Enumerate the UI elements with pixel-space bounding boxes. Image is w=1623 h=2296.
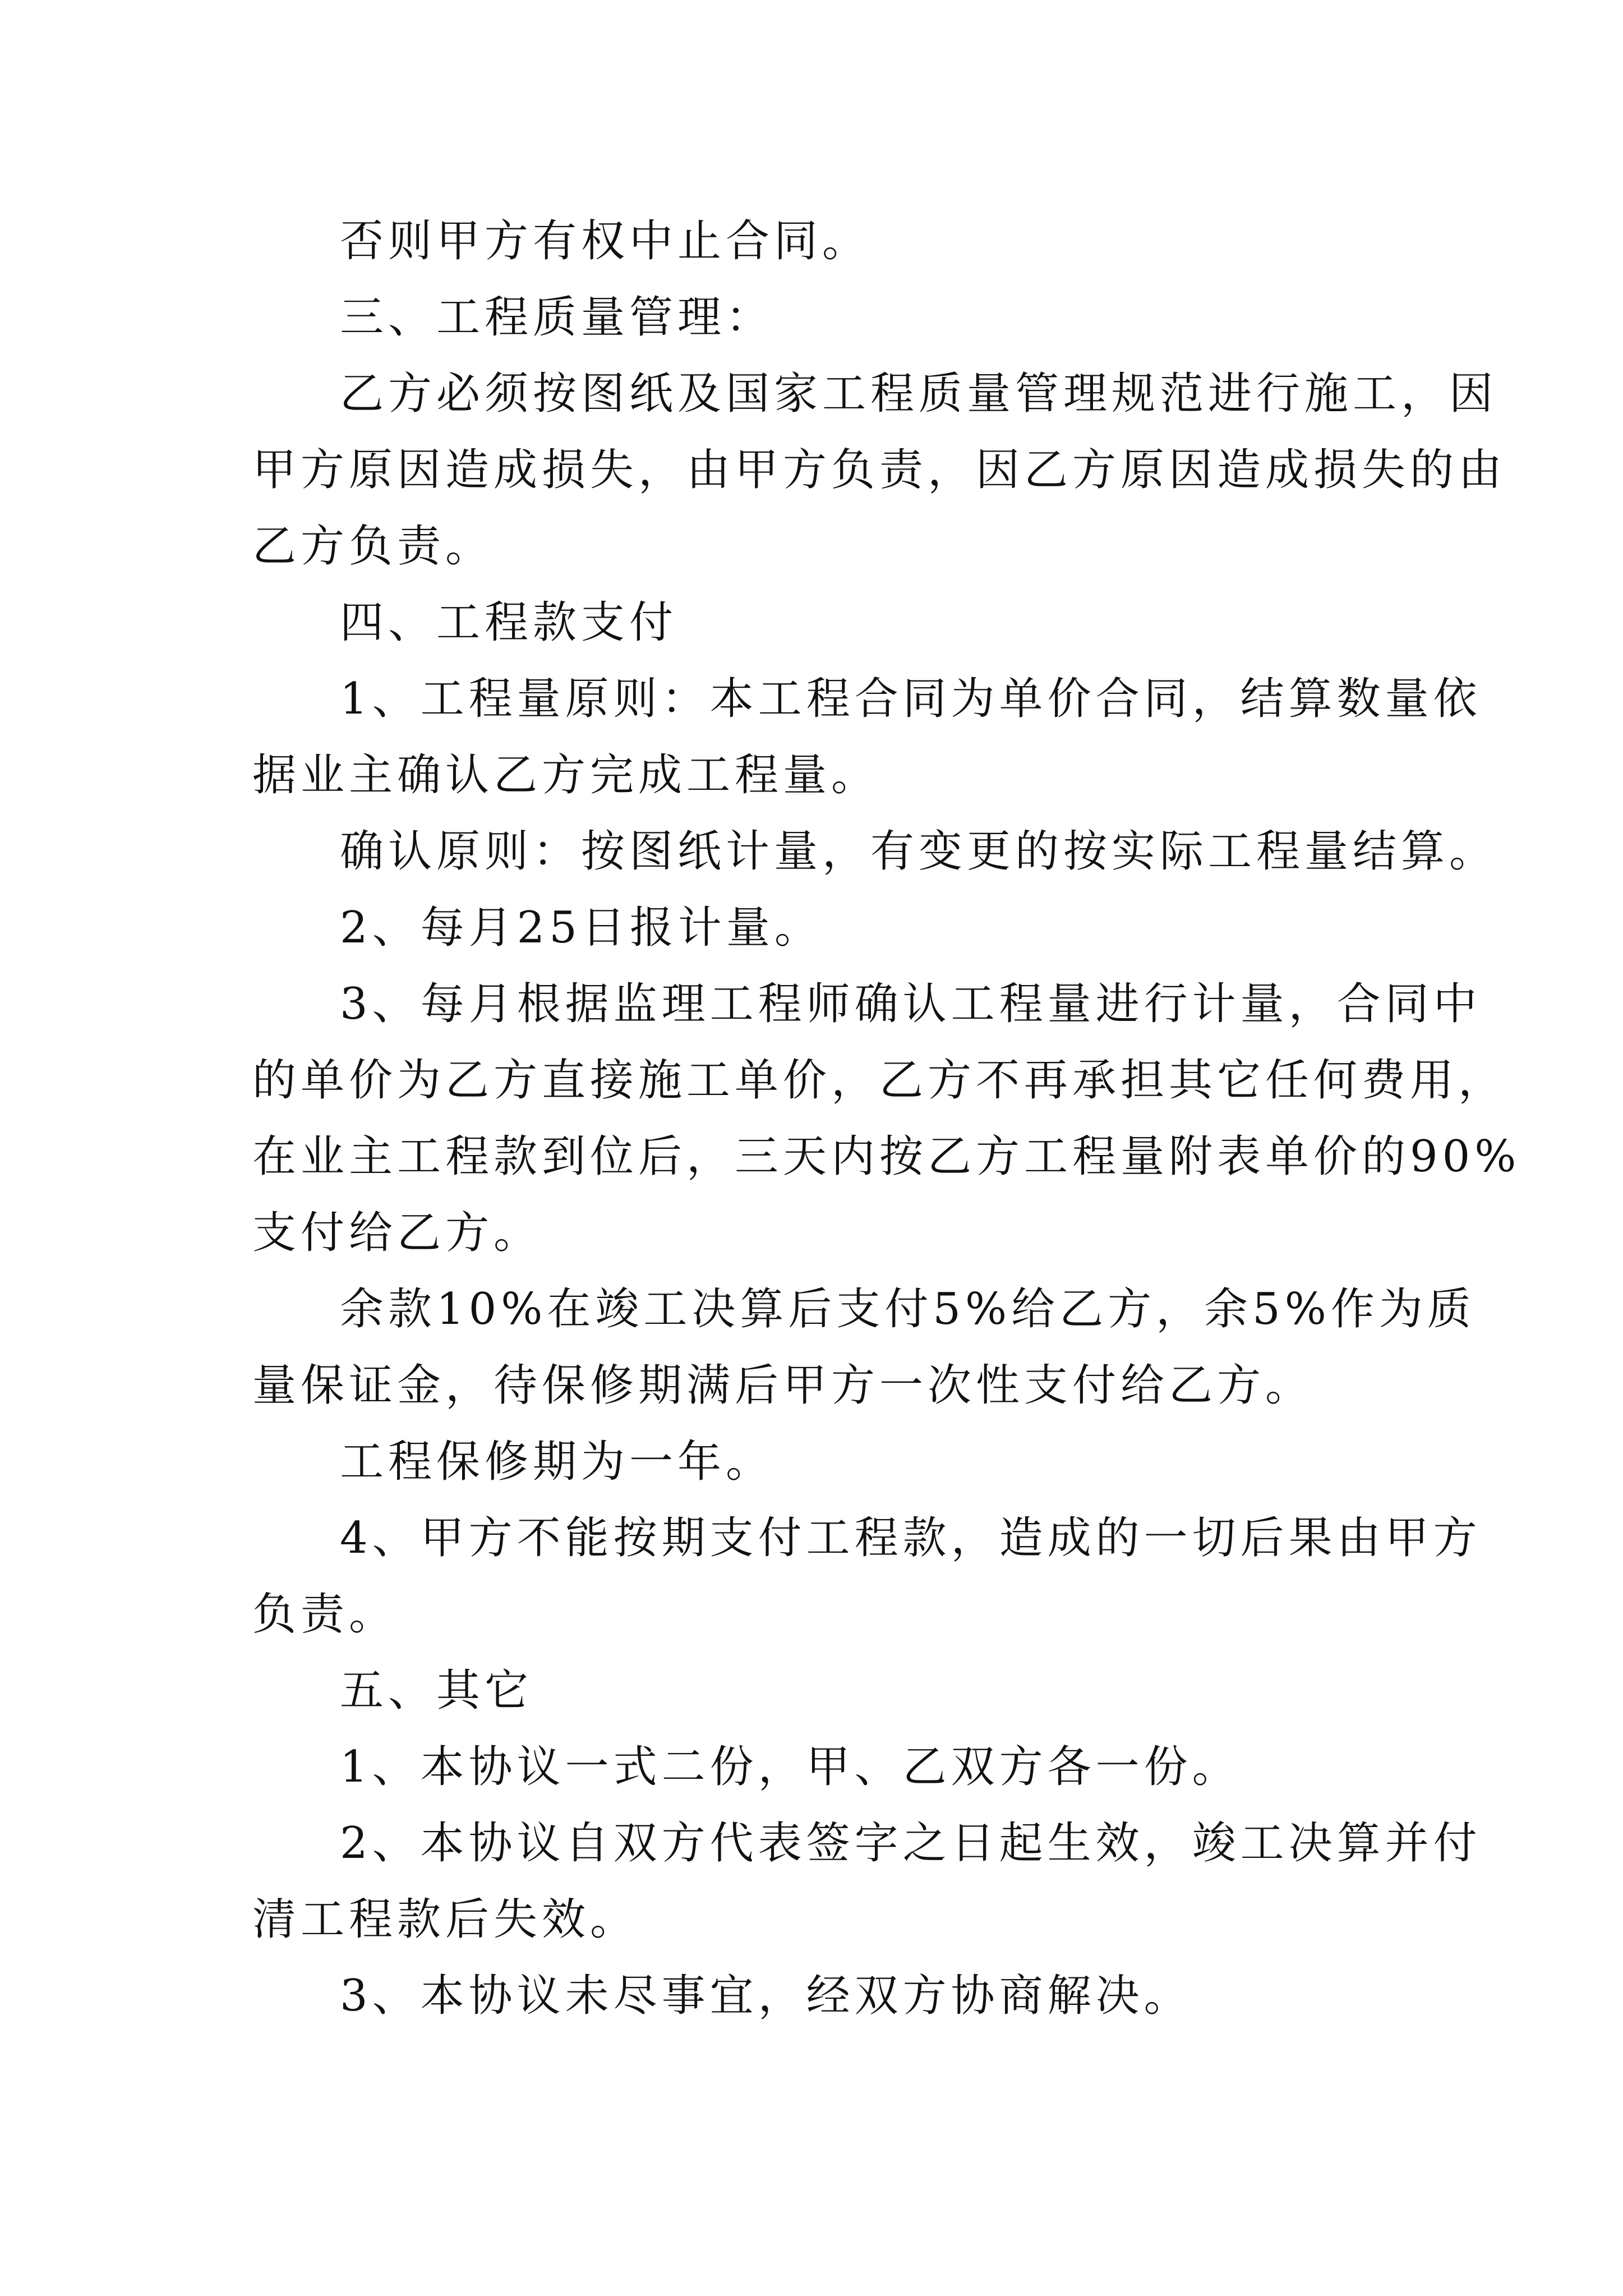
- text-line-payment-2: 2、每月25日报计量。: [340, 903, 823, 953]
- text-line-other-1: 1、本协议一式二份，甲、乙双方各一份。: [340, 1742, 1241, 1792]
- section-heading-other: 五、其它: [340, 1665, 533, 1716]
- text-line-balance-b: 量保证金，待保修期满后甲方一次性支付给乙方。: [252, 1360, 1314, 1411]
- text-line-payment-4b: 负责。: [252, 1589, 398, 1640]
- text-line-payment-1b: 据业主确认乙方完成工程量。: [252, 750, 880, 800]
- text-line-payment-3d: 支付给乙方。: [252, 1208, 542, 1258]
- text-line-balance-a: 余款10%在竣工决算后支付5%给乙方，余5%作为质: [340, 1284, 1476, 1335]
- text-line-other-3: 3、本协议未尽事宜，经双方协商解决。: [340, 1971, 1192, 2021]
- text-line-warranty-period: 工程保修期为一年。: [340, 1437, 774, 1487]
- text-line-payment-3a: 3、每月根据监理工程师确认工程量进行计量，合同中: [340, 979, 1482, 1029]
- text-line-payment-1a: 1、工程量原则：本工程合同为单价合同，结算数量依: [340, 674, 1482, 724]
- text-line-payment-4a: 4、甲方不能按期支付工程款，造成的一切后果由甲方: [340, 1513, 1482, 1563]
- text-line-other-2b: 清工程款后失效。: [252, 1894, 639, 1945]
- text-line-quality-2: 甲方原因造成损失，由甲方负责，因乙方原因造成损失的由: [252, 445, 1507, 495]
- text-line-other-2a: 2、本协议自双方代表签字之日起生效，竣工决算并付: [340, 1818, 1482, 1869]
- document-body: [252, 203, 1521, 2034]
- section-heading-quality: 三、工程质量管理：: [340, 292, 774, 343]
- section-heading-payment: 四、工程款支付: [340, 597, 678, 648]
- text-line-quality-3: 乙方负责。: [252, 521, 494, 572]
- text-line-clause-end: 否则甲方有权中止合同。: [340, 216, 871, 266]
- text-line-payment-3b: 的单价为乙方直接施工单价，乙方不再承担其它任何费用，: [252, 1055, 1507, 1106]
- text-line-payment-3c: 在业主工程款到位后，三天内按乙方工程量附表单价的90%: [252, 1131, 1521, 1182]
- text-line-quality-1: 乙方必须按图纸及国家工程质量管理规范进行施工，因: [340, 369, 1498, 419]
- text-line-confirmation-principle: 确认原则：按图纸计量，有变更的按实际工程量结算。: [340, 826, 1498, 877]
